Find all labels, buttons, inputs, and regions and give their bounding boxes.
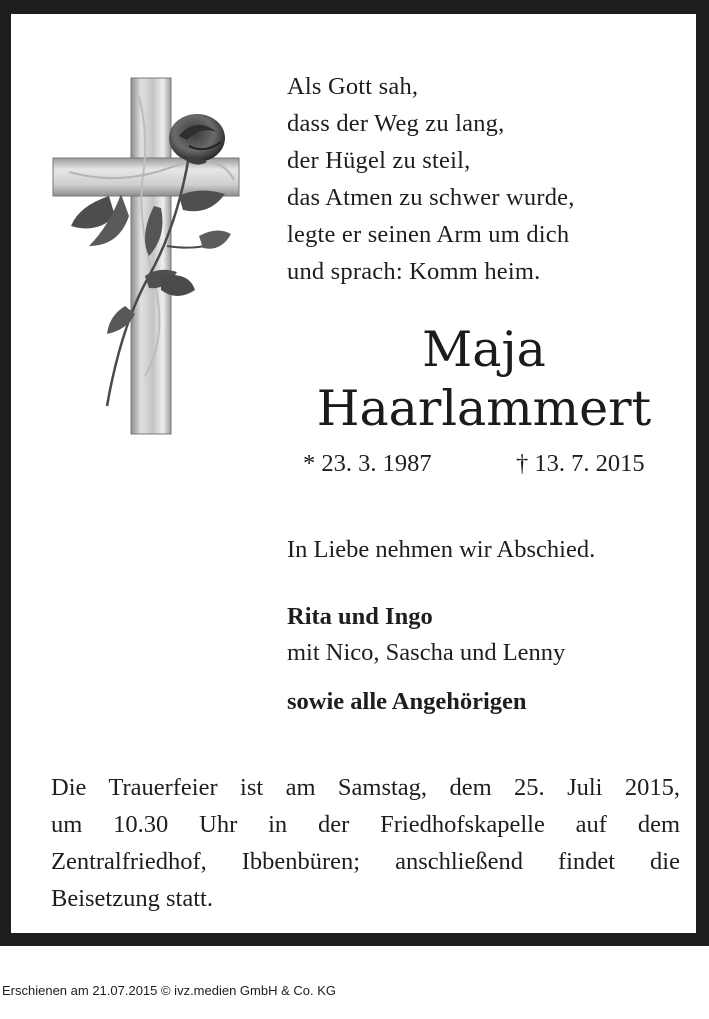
poem-line: Als Gott sah, <box>287 73 419 100</box>
poem-line: dass der Weg zu lang, <box>287 110 505 137</box>
poem-line: das Atmen zu schwer wurde, <box>287 184 575 211</box>
service-line: Zentralfriedhof, Ibbenbüren; anschließend findet die <box>51 848 680 875</box>
cross-with-rose-icon <box>49 76 241 438</box>
poem-line: der Hügel zu steil, <box>287 147 471 174</box>
mourners-children: mit Nico, Sascha und Lenny <box>287 639 566 666</box>
poem-line: und sprach: Komm heim. <box>287 258 541 285</box>
relatives-text: sowie alle Angehörigen <box>287 688 527 715</box>
deceased-first-name: Maja <box>422 321 546 378</box>
birth-date: * 23. 3. 1987 <box>303 450 432 477</box>
publication-footer: Erschienen am 21.07.2015 © ivz.medien GmbH & Co. KG <box>2 983 337 998</box>
service-line: Beisetzung statt. <box>51 885 213 912</box>
farewell-text: In Liebe nehmen wir Abschied. <box>287 536 596 563</box>
deceased-last-name: Haarlammert <box>316 380 652 437</box>
death-date: † 13. 7. 2015 <box>516 450 645 477</box>
service-line: Die Trauerfeier ist am Samstag, dem 25. Juli 2015, <box>51 774 680 801</box>
poem-verse <box>287 68 575 290</box>
mourners-names: Rita und Ingo <box>287 603 433 630</box>
funeral-service-info <box>51 769 680 917</box>
service-line: um 10.30 Uhr in der Friedhofskapelle auf dem <box>51 811 680 838</box>
poem-line: legte er seinen Arm um dich <box>287 221 570 248</box>
